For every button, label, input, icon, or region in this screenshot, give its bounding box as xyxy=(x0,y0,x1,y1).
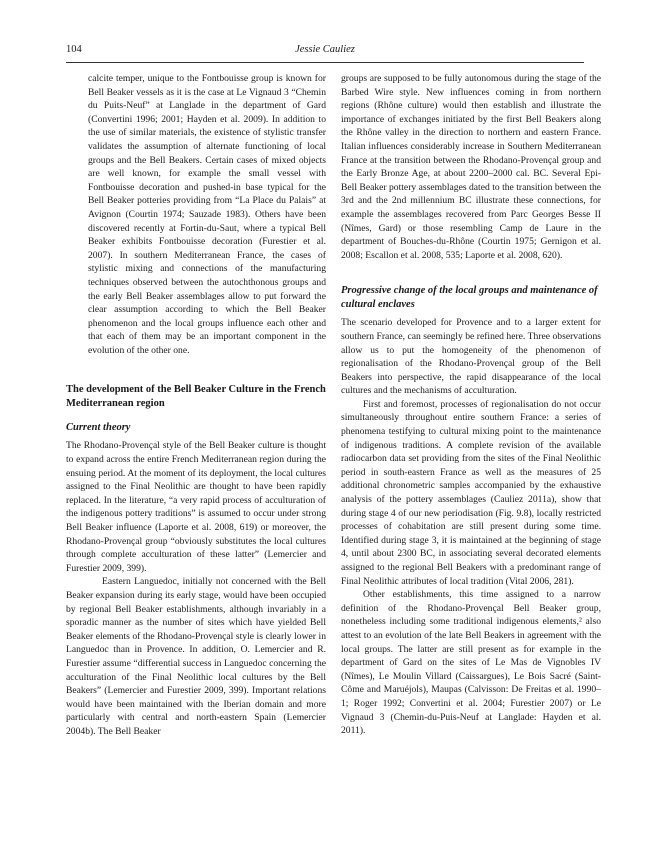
paragraph: calcite temper, unique to the Fontbouisse group is known for Bell Beaker vessels as it is the case at Le Vignaud 3 “Chemin du Puits-Neuf” at Langlade in the department of Gard (Convertini 1996; 2001; Hayden et al. 2009). In addition to the use of similar materials, the existence of stylistic transfer validates the assumption of alternate functioning of local groups and the Bell Beakers. Certain cases of mixed objects are well known, for example the small vessel with Fontbouisse decoration and pushed-in base typical for the Bell Beaker potteries providing from “La Place du Palais” at Avignon (Courtin 1974; Sauzade 1983). Others have been discovered recently at Fortin-du-Saut, where a typical Bell Beaker exhibits Fontbouisse decoration (Furestier et al. 2007). In southern Mediterranean France, the cases of stylistic mixing and connections of the manufacturing techniques observed between the autochthonous groups and the early Bell Beaker assemblages allow to put forward the clear assumption according to which the Bell Beaker phenomenon and the local groups influence each other and that each of them may be an important component in the evolution of the other one. xyxy=(88,73,326,356)
paragraph: First and foremost, processes of regionalisation do not occur simultaneously throughout entire southern France: a series of phenomena testifying to cultural mixing point to the maintenance of indigenous traditions. A complete revision of the available radiocarbon data set providing from the sites of the Final Neolithic period in south-eastern France as well as the measures of 25 additional chronometric samples accompanied by the exhaustive analysis of the pottery assemblages (Cauliez 2011a), show that during stage 4 of our new periodisation (Fig. 9.8), locally restricted processes of cohabitation are still present during some time. Identified during stage 3, it is maintained at the beginning of stage 4, until about 2300 BC, in associating several decorated elements assigned to the regional Bell Beakers with a predominant range of Final Neolithic attributes of local tradition (Vital 2006, 281). xyxy=(341,398,601,587)
page-number: 104 xyxy=(66,44,82,55)
subsection-heading: Current theory xyxy=(66,422,131,434)
paragraph: groups are supposed to be fully autonomous during the stage of the Barbed Wire style. New influences coming in from northern regions (Rhône culture) would then establish and illustrate the importance of exchanges initiated by the first Bell Beakers along the Rhône valley in the direction to northern and eastern France. Italian influences considerably increase in Southern Mediterranean France at the transition between the Rhodano-Provençal group and the Early Bronze Age, at about 2200–2000 cal. BC. Several Epi-Bell Beaker pottery assemblages dated to the transition between the 3rd and the 2nd millennium BC illustrate these connections, for example the assemblages recovered from Parc Georges Besse II (Nîmes, Gard) or those resembling Camp de Laure in the department of Bouches-du-Rhône (Courtin 1975; Gernigon et al. 2008; Escallon et al. 2008, 535; Laporte et al. 2008, 620). xyxy=(341,73,601,261)
subsection-heading: Progressive change of the local groups and maintenance of cultural enclaves xyxy=(341,285,598,311)
right-column xyxy=(341,72,601,738)
header-rule xyxy=(66,62,584,63)
left-column xyxy=(66,72,326,739)
paragraph: The Rhodano-Provençal style of the Bell Beaker culture is thought to expand across the entire French Mediterranean region during the ensuing period. At the moment of its deployment, the local cultures assigned to the Final Neolithic are thought to have been rapidly replaced. In the literature, “a very rapid process of acculturation of the indigenous pottery traditions” is assumed to occur under strong Bell Beaker influence (Laporte et al. 2008, 619) or moreover, the Rhodano-Provençal group “obviously substitutes the local cultures through complete acculturation of these latter” (Lemercier and Furestier 2009, 399). xyxy=(66,440,326,574)
page-header xyxy=(66,44,584,60)
section-heading: The development of the Bell Beaker Culture in the French Mediterranean region xyxy=(66,384,326,410)
paragraph: Eastern Languedoc, initially not concerned with the Bell Beaker expansion during its early stage, would have been occupied by regional Bell Beaker establishments, although invariably in a sporadic manner as the number of sites which have yielded Bell Beaker elements of the Rhodano-Provençal style is clearly lower in Languedoc than in Provence. In addition, O. Lemercier and R. Furestier assume “differential success in Languedoc concerning the acculturation of the Final Neolithic local cultures by the Bell Beakers” (Lemercier and Furestier 2009, 399). Important relations would have been maintained with the Iberian domain and more particularly with central and north-eastern Spain (Lemercier 2004b). The Bell Beaker xyxy=(66,576,326,737)
running-head: Jessie Cauliez xyxy=(295,44,355,55)
paragraph: Other establishments, this time assigned to a narrow definition of the Rhodano-Provençal Bell Beaker group, nonetheless including some traditional indigenous elements,² also attest to an evolution of the late Bell Beakers in agreement with the local groups. The latter are still present as for example in the department of Gard on the sites of Le Mas de Vignobles IV (Nîmes), Le Moulin Villard (Caissargues), Le Bois Sacré (Saint-Côme and Maruéjols), Maupas (Calvisson: De Freitas et al. 1990–1; Roger 1992; Convertini et al. 2004; Furestier 2007) or Le Vignaud 3 (Chemin-du-Puis-Neuf at Langlade: Hayden et al. 2011). xyxy=(341,589,601,737)
paragraph: The scenario developed for Provence and to a larger extent for southern France, can seemingly be refined here. Three observations allow us to put the homogeneity of the phenomenon of regionalisation of the Rhodano-Provençal group of the Bell Beakers into perspective, the rapid disappearance of the local cultures and the mechanisms of acculturation. xyxy=(341,317,601,397)
